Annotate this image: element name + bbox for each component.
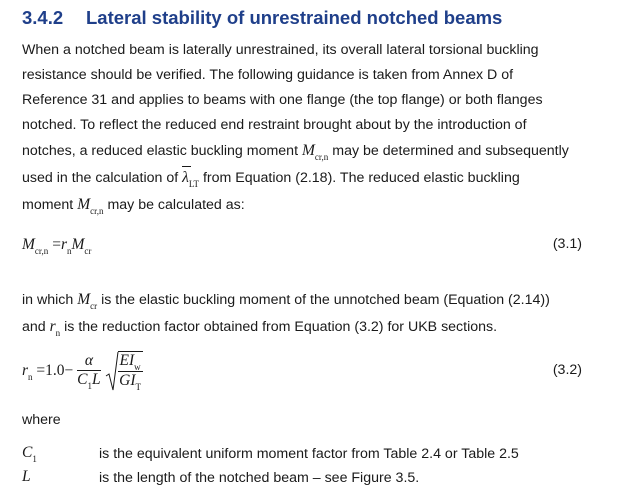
text-line: in which $M_{cr}$ is the elastic buckling moment of the unnotched beam (Equation (2.14)) [22, 291, 550, 311]
text-line: notched. To reflect the reduced end restraint brought about by the introduction of [22, 117, 527, 133]
text-line: and $r_n$ is the reduction factor obtained from Equation (3.2) for UKB sections. [22, 318, 498, 338]
paragraph-intro [22, 38, 622, 219]
symbol-m-cr-n: $M_{cr,n}$ [301, 142, 329, 162]
paragraph-where-in [22, 287, 622, 341]
definition-symbol-c1: $C_1$ [22, 444, 37, 464]
symbol-m-cr-n: $M_{cr,n}$ [77, 196, 104, 216]
symbol-r-n: $r_n$ [49, 318, 61, 338]
where-label: where [22, 412, 61, 428]
square-root: $\frac{EI_w}{GI_T}$ [105, 350, 143, 392]
symbol-m-cr: $M_{cr}$ [77, 291, 98, 311]
definition-text: is the equivalent uniform moment factor from Table 2.4 or Table 2.5 [99, 446, 519, 462]
fraction: $\frac{\alpha}{C_1L}$ [77, 352, 101, 391]
text-line: moment $M_{cr,n}$ may be calculated as: [22, 196, 245, 216]
text-line: notches, a reduced elastic buckling moment $M_{cr,n}$ may be determined and subsequently [22, 142, 569, 162]
section-heading [22, 7, 502, 29]
symbol-lambda-lt: $\lambda_{LT}$ [182, 165, 199, 192]
definition-symbol-l: L [22, 468, 31, 485]
radical-sign [105, 350, 119, 392]
equation-number: (3.2) [552, 362, 582, 378]
text-line: used in the calculation of $\lambda_{LT}$ from Equation (2.18). The reduced elastic buckling [22, 165, 622, 192]
text-line: Reference 31 and applies to beams with one flange (the top flange) or both flanges [22, 92, 543, 108]
section-title: Lateral stability of unrestrained notched beams [86, 7, 503, 28]
equation-3-1: $M_{cr,n} =r_nM_{cr}$ (3.1) [22, 236, 582, 256]
section-number: 3.4.2 [22, 7, 64, 28]
equation-3-2: $r_n =1.0-$ $\frac{\alpha}{C_1L}$ $\frac{EI_w}{GI_T}$ (3.2) [22, 352, 582, 392]
definition-text: is the length of the notched beam – see Figure 3.5. [99, 470, 420, 486]
equation-number: (3.1) [552, 236, 582, 252]
text-line: resistance should be verified. The following guidance is taken from Annex D of [22, 67, 514, 83]
text-line: When a notched beam is laterally unrestrained, its overall lateral torsional buckling [22, 42, 539, 58]
